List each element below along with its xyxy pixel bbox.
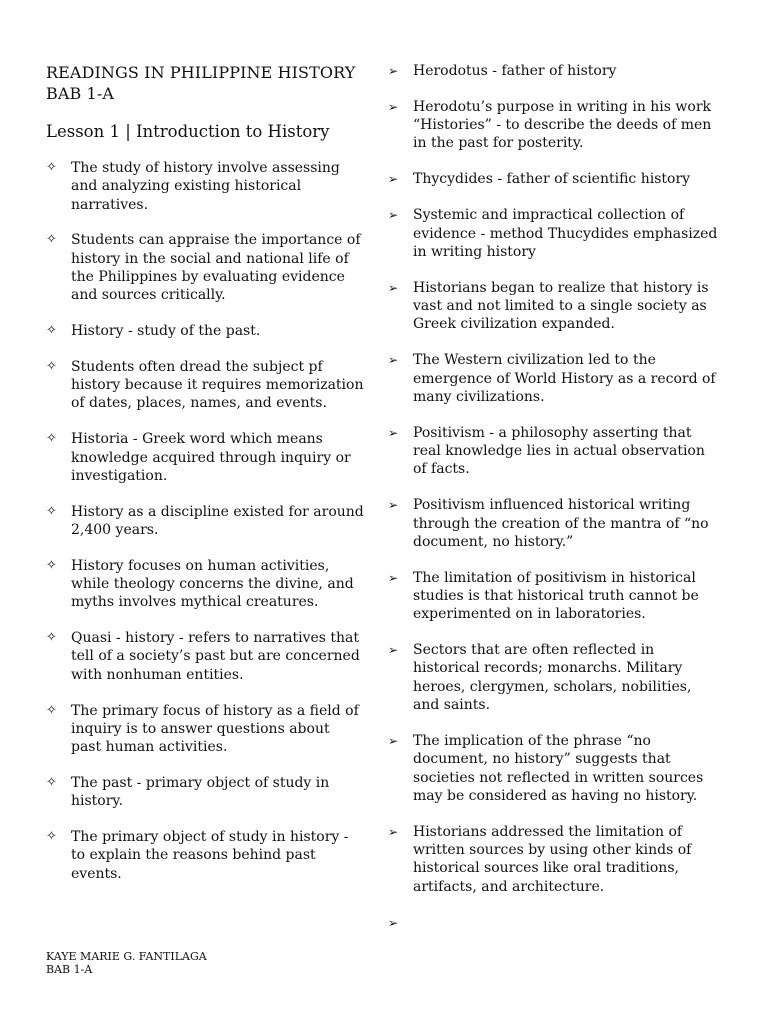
list-item: [388, 569, 718, 624]
list-item-text: Quasi - history - refers to narratives that tell of a society’s past but are concerned with nonhuman entities.: [71, 630, 360, 683]
list-item-text: The Western civilization led to the emergence of World History as a record of many civilizations.: [413, 352, 716, 405]
list-item: [46, 557, 364, 612]
footer-section: BAB 1-A: [46, 963, 93, 976]
arrow-bullet-icon: ➢: [388, 208, 399, 223]
list-item: [388, 732, 718, 805]
arrow-bullet-icon: ➢: [388, 915, 399, 930]
star-bullet-icon: ✧: [46, 232, 57, 248]
list-item-text: Systemic and impractical collection of evidence - method Thucydides emphasized in writing history: [413, 207, 718, 260]
list-item-text: The past - primary object of study in history.: [71, 774, 330, 810]
star-bullet-icon: ✧: [46, 323, 57, 339]
arrow-bullet-icon: ➢: [388, 280, 399, 295]
list-item-text: Herodotus - father of history: [413, 63, 617, 79]
star-bullet-icon: ✧: [46, 829, 57, 845]
list-item: [46, 629, 364, 684]
list-item-text: Positivism - a philosophy asserting that real knowledge lies in actual observation of facts.: [413, 424, 705, 478]
star-bullet-icon: ✧: [46, 431, 57, 447]
list-item: [46, 430, 364, 485]
document-title: [46, 62, 364, 104]
list-item-text: Historians began to realize that history is vast and not limited to a single society as Greek civilization expanded.: [413, 279, 709, 333]
list-item: [46, 503, 364, 540]
list-item: [46, 231, 364, 304]
list-item-text: History as a discipline existed for around 2,400 years.: [71, 503, 364, 538]
list-item-text: The implication of the phrase “no document, no history” suggests that societies not reflected in written sources may be considered as having no history.: [413, 732, 704, 804]
arrow-bullet-icon: ➢: [388, 172, 399, 187]
list-item-text: Herodotu’s purpose in writing in his work “Histories” - to describe the deeds of men in the past for posterity.: [413, 98, 712, 152]
list-item-text: Students can appraise the importance of history in the social and national life of the Philippines by evaluating evidence and sources critically.: [71, 232, 361, 304]
list-item: [388, 496, 718, 551]
list-item: [388, 823, 718, 896]
list-item: [388, 424, 718, 479]
title-line-2: BAB 1-A: [46, 84, 114, 103]
list-item: [46, 702, 364, 757]
footer-author-name: KAYE MARIE G. FANTILAGA: [46, 950, 207, 963]
arrow-bullet-icon: ➢: [388, 570, 399, 585]
list-item: [46, 828, 364, 883]
list-item: [388, 206, 718, 261]
arrow-bullet-icon: ➢: [388, 498, 399, 513]
list-item: [46, 774, 364, 811]
list-item-text: The limitation of positivism in historical studies is that historical truth cannot be experimented on in laboratories.: [413, 569, 699, 623]
list-item-text: Sectors that are often reflected in historical records; monarchs. Military heroes, clergymen, scholars, nobilities, and saints.: [413, 642, 692, 714]
list-item: [388, 279, 718, 334]
lesson-heading: Lesson 1 | Introduction to History: [46, 122, 330, 141]
arrow-bullet-icon: ➢: [388, 733, 399, 748]
star-bullet-icon: ✧: [46, 630, 57, 646]
list-item: [46, 358, 364, 413]
list-item: [46, 322, 364, 340]
right-bullet-list: [388, 62, 718, 930]
star-bullet-icon: ✧: [46, 358, 57, 374]
list-item: [388, 98, 718, 153]
list-item-text: The primary focus of history as a field of inquiry is to answer questions about past human activities.: [71, 702, 359, 756]
left-bullet-list: [46, 159, 364, 883]
title-line-1: READINGS IN PHILIPPINE HISTORY: [46, 63, 356, 82]
arrow-bullet-icon: ➢: [388, 643, 399, 658]
list-item-text: Historia - Greek word which means knowledge acquired through inquiry or investigation.: [71, 431, 351, 484]
list-item: [388, 641, 718, 714]
list-item: [46, 159, 364, 214]
arrow-bullet-icon: ➢: [388, 824, 399, 839]
list-item-text: History - study of the past.: [71, 323, 261, 340]
list-item-text: Students often dread the subject pf history because it requires memorization of dates, places, names, and events.: [71, 358, 364, 412]
list-item-text: Thycydides - father of scientific history: [413, 171, 691, 188]
star-bullet-icon: ✧: [46, 557, 57, 573]
arrow-bullet-icon: ➢: [388, 425, 399, 440]
list-item-text: Positivism influenced historical writing through the creation of the mantra of “no document, no history.”: [413, 497, 709, 550]
footer: [46, 950, 207, 976]
arrow-bullet-icon: ➢: [388, 99, 399, 114]
right-column: [388, 62, 718, 930]
arrow-bullet-icon: ➢: [388, 64, 399, 78]
list-item-text: Historians addressed the limitation of written sources by using other kinds of historical sources like oral traditions, artifacts, and architecture.: [413, 823, 692, 895]
list-item-text: History focuses on human activities, while theology concerns the divine, and myths involves mythical creatures.: [71, 557, 354, 611]
left-column: [46, 62, 364, 900]
star-bullet-icon: ✧: [46, 774, 57, 790]
star-bullet-icon: ✧: [46, 503, 57, 519]
list-item-text: The primary object of study in history - to explain the reasons behind past events.: [71, 829, 349, 882]
list-item: [388, 351, 718, 406]
star-bullet-icon: ✧: [46, 702, 57, 718]
list-item-text: The study of history involve assessing and analyzing existing historical narratives.: [71, 160, 340, 213]
list-item: [388, 62, 718, 80]
list-item: [388, 170, 718, 188]
star-bullet-icon: ✧: [46, 160, 57, 175]
arrow-bullet-icon: ➢: [388, 353, 399, 368]
